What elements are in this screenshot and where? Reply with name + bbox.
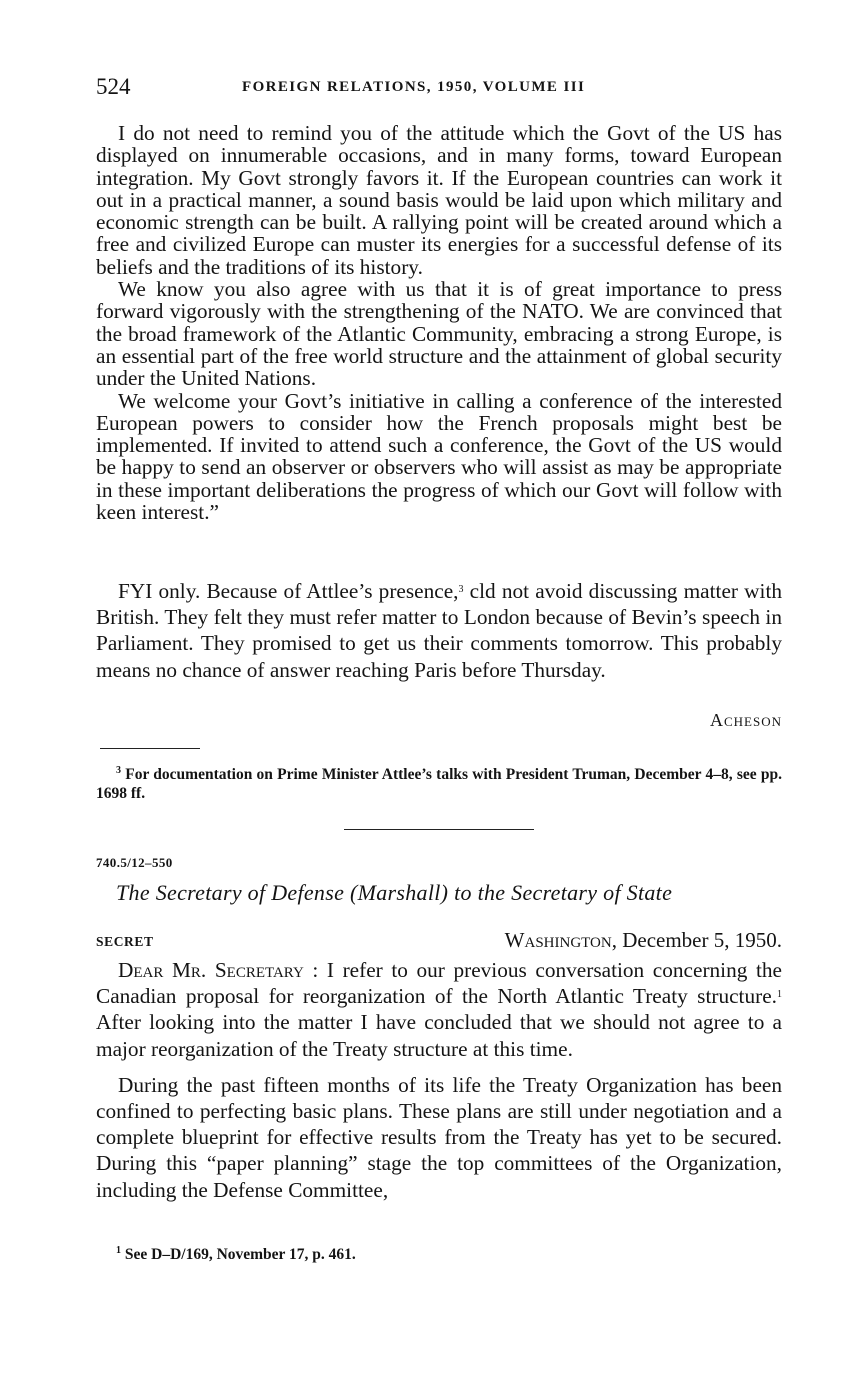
quoted-message bbox=[96, 122, 782, 523]
signature: Acheson bbox=[709, 710, 782, 730]
fyi-text: FYI only. Because of Attlee’s presence, bbox=[118, 579, 459, 603]
footnote-text: See D–D/169, November 17, p. 461. bbox=[121, 1246, 356, 1263]
footnote-rule bbox=[100, 748, 200, 749]
dateline bbox=[505, 928, 782, 953]
letter-text-continued: After looking into the matter I have concluded that we should not agree to a major reorganization of the Treaty structure at this time. bbox=[96, 1010, 782, 1061]
letter-text: I refer to our previous conversation concerning the Canadian proposal for reorganization of the North Atlantic Treaty structure. bbox=[96, 958, 782, 1009]
footnote-marker: 1 bbox=[116, 1245, 121, 1256]
document-title: The Secretary of Defense (Marshall) to the Secretary of State bbox=[116, 880, 673, 905]
footnote-reference: 1 bbox=[777, 989, 782, 1001]
fyi-paragraph bbox=[96, 578, 782, 683]
footnote bbox=[96, 1245, 782, 1264]
quote-paragraph: I do not need to remind you of the attitude which the Govt of the US has displayed on innumerable occasions, and in many forms, toward European integration. My Govt strongly favors it. If the European countries can work it out in a practical manner, a sound basis would be laid upon which military and economic strength can be built. A rallying point will be created around which a free and civilized Europe can muster its energies for a successful defense of its beliefs and the traditions of its history. bbox=[96, 121, 782, 279]
footnote-reference: 3 bbox=[458, 584, 464, 595]
footnote-marker: 3 bbox=[116, 765, 121, 776]
footnote-text: For documentation on Prime Minister Attlee’s talks with President Truman, December 4–8, see pp. 1698 ff. bbox=[96, 766, 782, 802]
page-header bbox=[96, 74, 782, 104]
salutation: Dear Mr. Secretary : bbox=[118, 958, 319, 982]
classification-label: SECRET bbox=[96, 934, 154, 949]
letter-paragraph: During the past fifteen months of its life the Treaty Organization has been confined to perfecting basic plans. These plans are still under negotiation and a complete blueprint for effective results from the Treaty has yet to be secured. During this “paper planning” stage the top committees of the Organization, including the Defense Committee, bbox=[96, 1072, 782, 1202]
fyi-text-continued: cld not avoid discussing matter with British. They felt they must refer matter to London because of Bevin’s speech in Parliament. They promised to get us their comments tomorrow. This probably means no chance of answer reaching Paris before Thursday. bbox=[96, 579, 783, 682]
dateline-date: , December 5, 1950. bbox=[611, 928, 782, 952]
page-number: 524 bbox=[96, 74, 131, 99]
quote-paragraph: We welcome your Govt’s initiative in calling a conference of the interested European powers to consider how the French proposals might best be implemented. If invited to attend such a conference, the Govt of the US would be happy to send an observer or observers who will assist as may be appropriate in these important deliberations the progress of which our Govt will follow with keen interest.” bbox=[96, 388, 782, 525]
quote-paragraph: We know you also agree with us that it is of great importance to press forward vigorously with the strengthening of the NATO. We are convinced that the broad framework of the Atlantic Community, embracing a strong Europe, is an essential part of the free world structure and the attainment of global security under the United Nations. bbox=[96, 277, 782, 391]
letter-paragraph bbox=[96, 957, 782, 1062]
running-head: FOREIGN RELATIONS, 1950, VOLUME III bbox=[242, 79, 586, 95]
letter-body bbox=[96, 957, 782, 1203]
footnote bbox=[96, 765, 782, 803]
section-divider bbox=[344, 829, 534, 830]
file-number: 740.5/12–550 bbox=[96, 855, 173, 870]
dateline-place: Washington bbox=[504, 928, 612, 952]
